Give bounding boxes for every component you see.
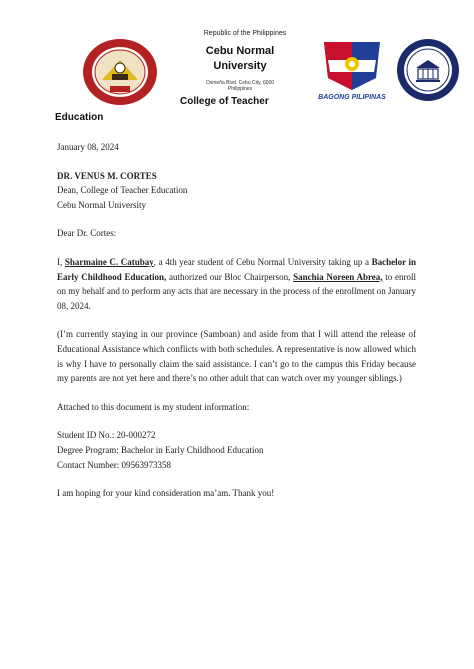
address-line2: Philippines bbox=[227, 86, 253, 92]
student-id: Student ID No.: 20-000272 bbox=[57, 430, 156, 441]
recipient-title: Dean, College of Teacher Education bbox=[57, 185, 188, 196]
recipient-name: DR. VENUS M. CORTES bbox=[57, 170, 157, 181]
student-name: Sharmaine C. Catubay bbox=[64, 256, 154, 267]
degree-program: Degree Program: Bachelor in Early Childhood Education bbox=[57, 444, 264, 455]
closing-line: I am hoping for your kind consideration ma’am. Thank you! bbox=[57, 488, 275, 499]
paragraph-authorization bbox=[57, 255, 416, 313]
para1-text-1: I, bbox=[57, 256, 65, 267]
republic-text: Republic of the Philippines bbox=[203, 30, 287, 37]
cnu-seal-icon bbox=[82, 38, 158, 106]
salutation: Dear Dr. Cortes: bbox=[57, 228, 117, 239]
recipient-org: Cebu Normal University bbox=[57, 199, 146, 210]
bagong-pilipinas-label: BAGONG PILIPINAS bbox=[318, 94, 386, 101]
bagong-pilipinas-seal-icon bbox=[318, 34, 386, 102]
para1-text-3: authorized our Bloc Chairperson, bbox=[166, 271, 294, 282]
para1-text-2: , a 4th year student of Cebu Normal University taking up a bbox=[153, 256, 372, 267]
college-name-line2: Education bbox=[55, 112, 104, 123]
letter-date: January 08, 2024 bbox=[57, 142, 119, 152]
letterhead bbox=[0, 0, 474, 123]
representative-name: Sanchia Noreen Abrea, bbox=[293, 271, 383, 282]
university-name-line2: University bbox=[213, 60, 267, 72]
address-line1: Osmeña Blvd. Cebu City, 6000 bbox=[205, 80, 275, 86]
program-name: Bachelor in Early Childhood Education, bbox=[57, 256, 417, 282]
university-address bbox=[195, 80, 285, 92]
college-name-line1: College of Teacher bbox=[180, 96, 269, 107]
university-name-line1: Cebu Normal bbox=[205, 45, 275, 57]
contact-number: Contact Number: 09563973358 bbox=[57, 459, 171, 470]
attached-line: Attached to this document is my student information: bbox=[57, 401, 250, 412]
university-name bbox=[185, 44, 295, 74]
cte-seal-icon bbox=[396, 38, 460, 102]
para1-text-4: to enroll on my behalf and to perform any acts that are necessary in the process of the enrollment on January 08, 2024. bbox=[57, 271, 416, 311]
letter-body bbox=[57, 140, 416, 501]
paragraph-explanation: (I’m currently staying in our province (Samboan) and aside from that I will attend the release of Educational Assistance which conflicts with both schedules. A representative is now allowed which is why I have to personally claim the said assistance. I can’t go to the campus this Friday because my parents are not yet here and there’s no other adult that can watch over my younger siblings.) bbox=[57, 329, 416, 384]
